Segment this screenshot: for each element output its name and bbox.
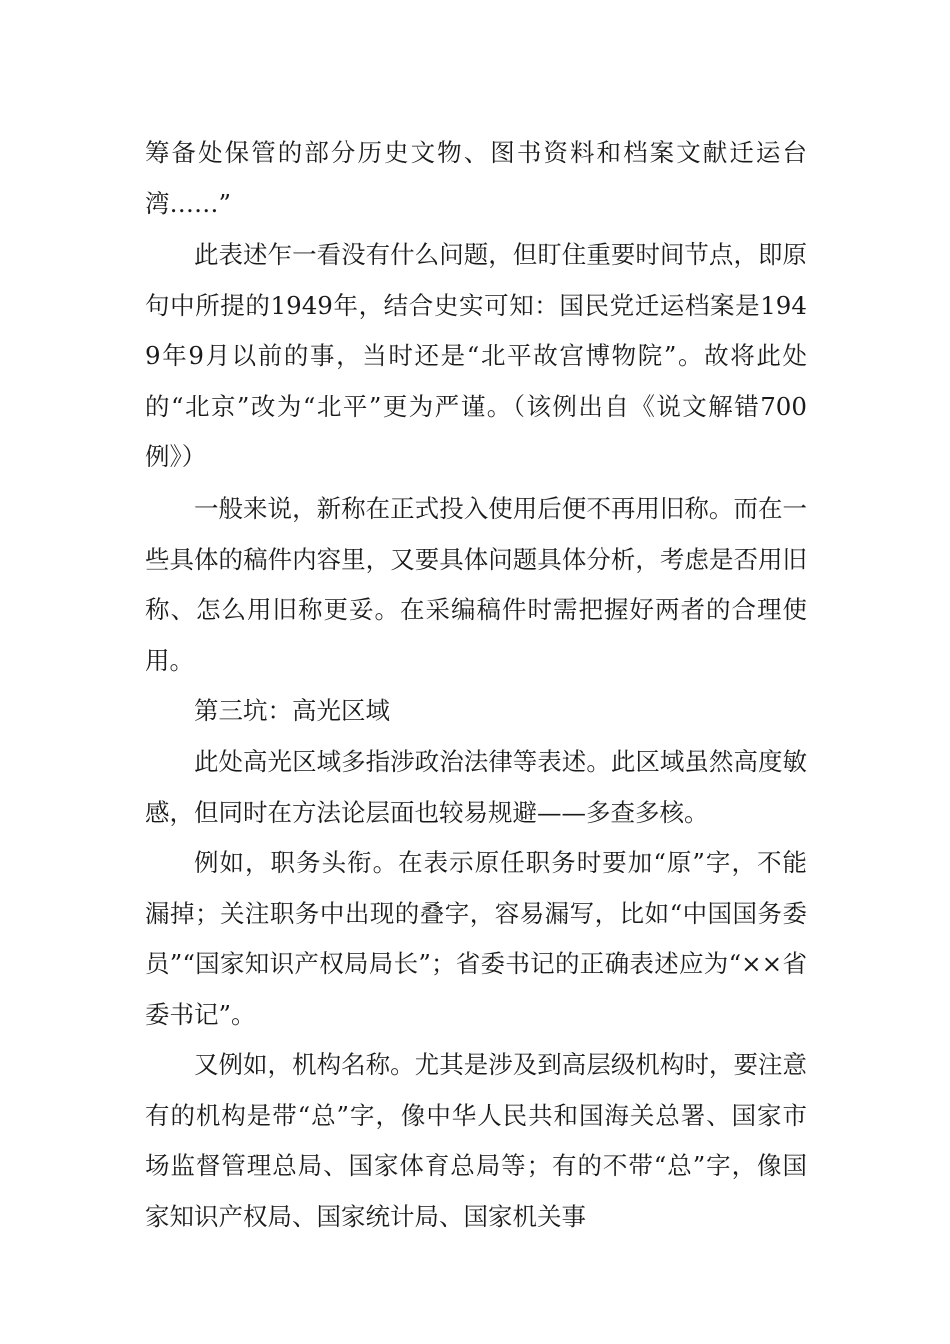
paragraph-institution-names: 又例如，机构名称。尤其是涉及到高层级机构时，要注意有的机构是带“总”字，像中华人民共和国海关总署、国家市场监督管理总局、国家体育总局等；有的不带“总”字，像国家知识产权局、国家统计局、国家机关事 [145,1050,807,1231]
paragraph-job-titles: 例如，职务头衔。在表示原任职务时要加“原”字，不能漏掉；关注职务中出现的叠字，容易漏写，比如“中国国务委员”“国家知识产权局局长”；省委书记的正确表述应为“××省委书记”。 [145,848,807,1029]
paragraph-continuation: 筹备处保管的部分历史文物、图书资料和档案文献迁运台湾……” [145,138,807,218]
paragraph-highlight-area: 此处高光区域多指涉政治法律等表述。此区域虽然高度敏感，但同时在方法论层面也较易规避——多查多核。 [145,747,807,827]
paragraph-old-names: 一般来说，新称在正式投入使用后便不再用旧称。而在一些具体的稿件内容里，又要具体问题具体分析，考虑是否用旧称、怎么用旧称更妥。在采编稿件时需把握好两者的合理使用。 [145,494,807,675]
paragraph-time-node: 此表述乍一看没有什么问题，但盯住重要时间节点，即原句中所提的1949年，结合史实可知：国民党迁运档案是1949年9月以前的事，当时还是“北平故宫博物院”。故将此处的“北京”改为“北平”更为严谨。（该例出自《说文解错700例》） [145,240,807,471]
section-heading: 第三坑：高光区域 [194,696,390,725]
